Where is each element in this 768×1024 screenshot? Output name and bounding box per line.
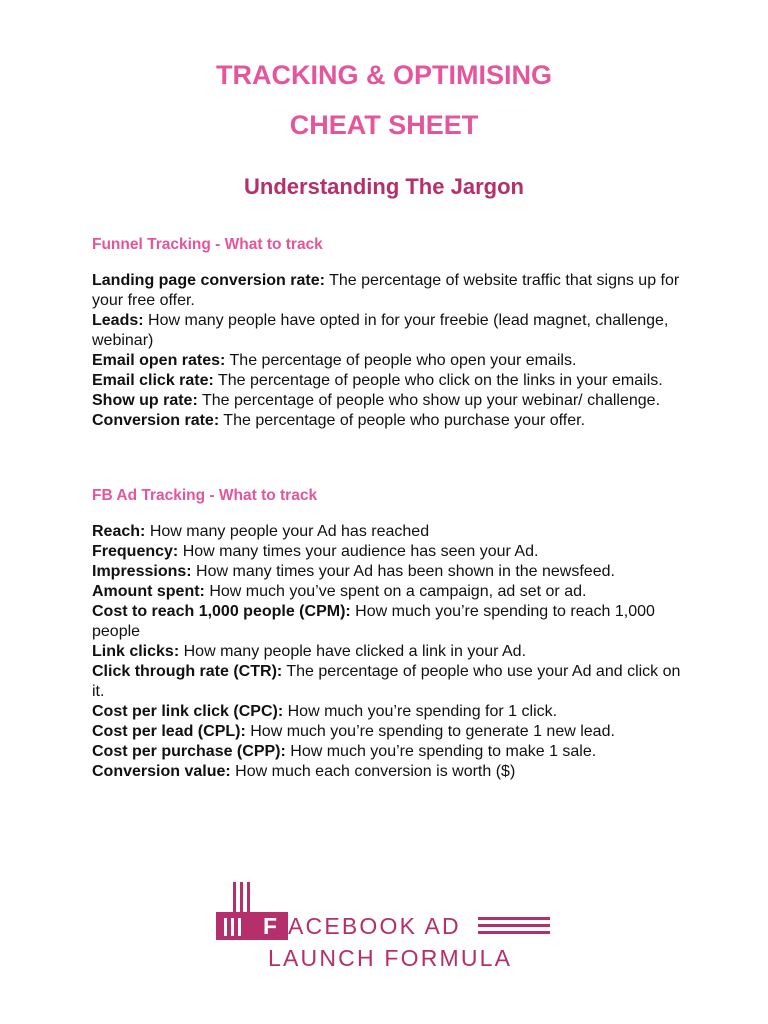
item-term: Cost to reach 1,000 people (CPM): [92,603,351,620]
item-description: How many times your audience has seen your Ad. [182,543,539,560]
logo-text-line-1: ACEBOOK AD [288,913,461,939]
item-description: How much you’re spending to reach 1,000 people [92,603,655,640]
fb-ad-tracking-heading: FB Ad Tracking - What to track [92,487,318,504]
funnel-tracking-section [92,235,692,431]
item-term: Cost per link click (CPC): [92,703,284,720]
funnel-item [92,371,692,391]
item-term: Impressions: [92,563,192,580]
item-description: The percentage of people who purchase your offer. [223,412,586,429]
fb-item [92,602,692,642]
facebook-ad-launch-formula-logo [216,880,556,980]
item-term: Cost per purchase (CPP): [92,743,286,760]
item-term: Reach: [92,523,146,540]
funnel-item [92,351,692,371]
funnel-item [92,271,692,311]
item-description: How many people have clicked a link in your Ad. [183,643,527,660]
item-term: Amount spent: [92,583,205,600]
fb-ad-tracking-section [92,486,692,782]
logo-bar [233,882,236,916]
item-term: Leads: [92,312,144,329]
funnel-tracking-heading: Funnel Tracking - What to track [92,236,323,253]
logo-badge-stripe [224,918,227,936]
fb-item [92,642,692,662]
logo-line [478,931,550,934]
item-term: Cost per lead (CPL): [92,723,246,740]
title-line-2: CHEAT SHEET [289,110,479,140]
item-description: How much each conversion is worth ($) [235,763,516,780]
logo-bar [247,882,250,916]
fb-item [92,562,692,582]
fb-item [92,582,692,602]
item-description: The percentage of people who show up your webinar/ challenge. [201,392,661,409]
fb-item [92,702,692,722]
item-term: Email open rates: [92,352,226,369]
funnel-item [92,391,692,411]
item-description: How much you’re spending for 1 click. [287,703,558,720]
item-term: Landing page conversion rate: [92,272,325,289]
item-description: The percentage of website traffic that signs up for your free offer. [92,272,680,309]
item-description: How much you’re spending to make 1 sale. [290,743,597,760]
fb-item [92,522,692,542]
logo-badge-stripe [231,918,234,936]
logo-line [478,924,550,927]
item-term: Click through rate (CTR): [92,663,283,680]
item-description: The percentage of people who click on the links in your emails. [218,372,663,389]
item-term: Frequency: [92,543,179,560]
fb-item [92,762,692,782]
item-description: The percentage of people who open your emails. [229,352,577,369]
item-description: How much you’re spending to generate 1 new lead. [250,723,615,740]
item-term: Conversion rate: [92,412,220,429]
item-description: How many people have opted in for your freebie (lead magnet, challenge, webinar) [92,312,669,349]
title-line-1: TRACKING & OPTIMISING [216,60,552,90]
logo-letter-f: F [263,913,280,939]
item-description: The percentage of people who use your Ad and click on it. [92,663,681,700]
logo-bar [240,882,243,916]
logo-badge-stripe [238,918,241,936]
item-description: How many times your Ad has been shown in the newsfeed. [196,563,615,580]
item-term: Conversion value: [92,763,231,780]
subtitle: Understanding The Jargon [244,174,524,199]
fb-item [92,742,692,762]
item-description: How many people your Ad has reached [149,523,430,540]
funnel-item [92,411,692,431]
item-description: How much you’ve spent on a campaign, ad set or ad. [209,583,587,600]
fb-item [92,542,692,562]
funnel-item [92,311,692,351]
fb-item [92,662,692,702]
logo-text-line-2: LAUNCH FORMULA [268,945,513,971]
fb-item [92,722,692,742]
item-term: Link clicks: [92,643,180,660]
item-term: Email click rate: [92,372,214,389]
item-term: Show up rate: [92,392,198,409]
logo-line [478,917,550,920]
